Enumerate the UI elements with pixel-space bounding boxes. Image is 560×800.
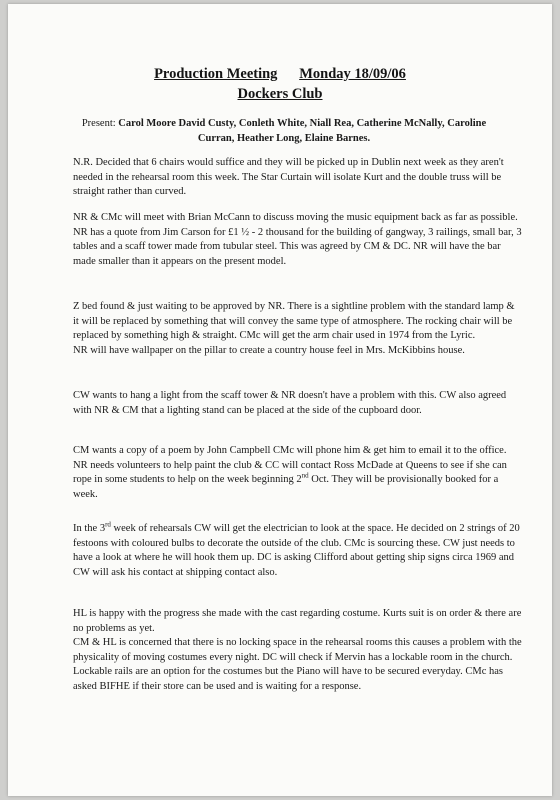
subtitle-venue: Dockers Club <box>237 86 323 102</box>
paragraph-festoons <box>73 522 523 580</box>
paragraph-lighting <box>73 389 523 418</box>
paragraph-line: NR will have wallpaper on the pillar to create a country house feel in Mrs. McKibbins house. <box>73 344 465 356</box>
paragraph-props <box>73 300 523 358</box>
paragraph-line: Z bed found & just waiting to be approved by NR. There is a sightline problem with the standard lamp & it will be replaced by something that will convey the same type of atmosphere. The rocking chair will be replaced by something high & straight. CMc will get the arm chair used in 1974 from the Lyric. <box>73 301 515 342</box>
paragraph-costume <box>73 607 523 695</box>
paragraph-chairs <box>73 156 523 200</box>
paragraph-line: In the 3rd week of rehearsals CW will get the electrician to look at the space. He decided on 2 strings of 20 festoons with coloured bulbs to decorate the outside of the club. CMc is sourcing these. CW just needs to have a look at where he will hook them up. DC is asking Clifford about getting ship signs circa 1969 and CW will ask his contact at shipping contact also. <box>73 520 520 578</box>
document-page <box>8 4 552 796</box>
paragraph-line: NR has a quote from Jim Carson for £1 ½ - 2 thousand for the building of gangway, 3 railings, small bar, 3 tables and a scaff tower made from tubular steel. This was agreed by CM & DC. NR will have the bar made smaller than it appears on the present model. <box>73 226 522 267</box>
document-subtitle <box>8 86 552 103</box>
paragraph-volunteers <box>73 444 523 502</box>
document-title <box>8 66 552 83</box>
paragraph-gangway <box>73 211 523 269</box>
paragraph-line: HL is happy with the progress she made with the cast regarding costume. Kurts suit is on order & there are no problems as yet. <box>73 608 522 634</box>
attendees-line <box>68 116 500 146</box>
paragraph-line: CW wants to hang a light from the scaff tower & NR doesn't have a problem with this. CW also agreed with NR & CM that a lighting stand can be placed at the side of the cupboard door. <box>73 390 507 416</box>
title-meeting: Production Meeting <box>154 66 278 82</box>
paragraph-line: N.R. Decided that 6 chairs would suffice and they will be picked up in Dublin next week as they aren't needed in the rehearsal room this week. The Star Curtain will isolate Kurt and the double truss will be straight rather than curved. <box>73 157 504 198</box>
paragraph-line: CM & HL is concerned that there is no locking space in the rehearsal rooms this causes a problem with the physicality of moving costumes every night. DC will check if Mervin has a lockable room in the church. Lockable rails are an option for the costumes but the Piano will have to be secured everyday. CMc has asked BIFHE if their store can be used and is waiting for a response. <box>73 637 522 692</box>
paragraph-line: NR needs volunteers to help paint the club & CC will contact Ross McDade at Queens to see if she can rope in some students to help on the week beginning 2nd Oct. They will be provisionally booked for a week. <box>73 459 507 500</box>
attendees-names: Carol Moore David Custy, Conleth White, Niall Rea, Catherine McNally, Caroline Curran, Heather Long, Elaine Barnes. <box>118 118 487 144</box>
paragraph-line: CM wants a copy of a poem by John Campbell CMc will phone him & get him to email it to the office. <box>73 445 507 456</box>
title-date: Monday 18/09/06 <box>299 66 406 82</box>
attendees-label: Present: <box>81 118 116 129</box>
paragraph-line: NR & CMc will meet with Brian McCann to discuss moving the music equipment back as far as possible. <box>73 212 518 223</box>
